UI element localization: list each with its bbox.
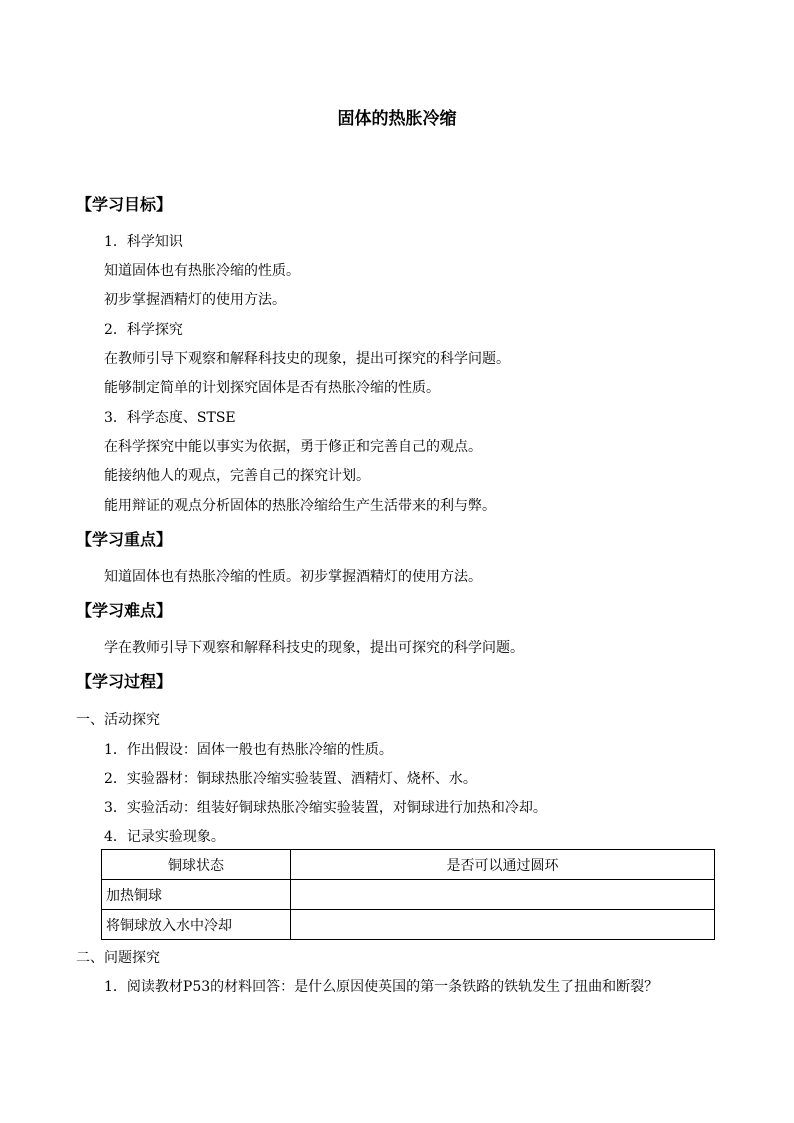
table-header-cell: 是否可以通过圆环 <box>291 850 715 880</box>
table-header-row <box>102 850 715 880</box>
objective-line: 3．科学态度、STSE <box>104 410 236 426</box>
objective-line: 2．科学探究 <box>104 322 183 338</box>
section1-item: 4．记录实验现象。 <box>104 829 225 845</box>
section1-title: 一、活动探究 <box>76 712 160 728</box>
document-title: 固体的热胀冷缩 <box>337 109 457 129</box>
table-header-cell: 铜球状态 <box>102 850 291 880</box>
section2-item: 1．阅读教材P53的材料回答：是什么原因使英国的第一条铁路的铁轨发生了扭曲和断裂？ <box>104 979 659 995</box>
section1-item: 3．实验活动：组装好铜球热胀冷缩实验装置，对铜球进行加热和冷却。 <box>104 800 547 816</box>
section2-title: 二、问题探究 <box>76 950 160 966</box>
objective-line: 1．科学知识 <box>104 234 183 250</box>
section1-item: 1．作出假设：固体一般也有热胀冷缩的性质。 <box>104 742 393 758</box>
table-cell: 加热铜球 <box>102 880 291 910</box>
section1-item: 2．实验器材：铜球热胀冷缩实验装置、酒精灯、烧杯、水。 <box>104 771 477 787</box>
record-table <box>101 849 715 940</box>
objective-line: 在教师引导下观察和解释科技史的现象，提出可探究的科学问题。 <box>104 351 510 367</box>
table-row <box>102 880 715 910</box>
key-points-text: 知道固体也有热胀冷缩的性质。初步掌握酒精灯的使用方法。 <box>104 569 482 585</box>
table-cell: 将铜球放入水中冷却 <box>102 910 291 940</box>
table-cell <box>291 910 715 940</box>
objective-line: 在科学探究中能以事实为依据，勇于修正和完善自己的观点。 <box>104 439 482 455</box>
process-heading: 【学习过程】 <box>76 672 173 691</box>
table-row <box>102 910 715 940</box>
objective-line: 能接纳他人的观点，完善自己的探究计划。 <box>104 468 370 484</box>
objectives-heading: 【学习目标】 <box>76 195 173 214</box>
objective-line: 能用辩证的观点分析固体的热胀冷缩给生产生活带来的利与弊。 <box>104 498 496 514</box>
objective-line: 知道固体也有热胀冷缩的性质。 <box>104 263 300 279</box>
objective-line: 能够制定简单的计划探究固体是否有热胀冷缩的性质。 <box>104 380 440 396</box>
difficulties-heading: 【学习难点】 <box>76 601 173 620</box>
difficulties-text: 学在教师引导下观察和解释科技史的现象，提出可探究的科学问题。 <box>104 640 524 656</box>
table-cell <box>291 880 715 910</box>
objective-line: 初步掌握酒精灯的使用方法。 <box>104 292 286 308</box>
key-points-heading: 【学习重点】 <box>76 530 173 549</box>
